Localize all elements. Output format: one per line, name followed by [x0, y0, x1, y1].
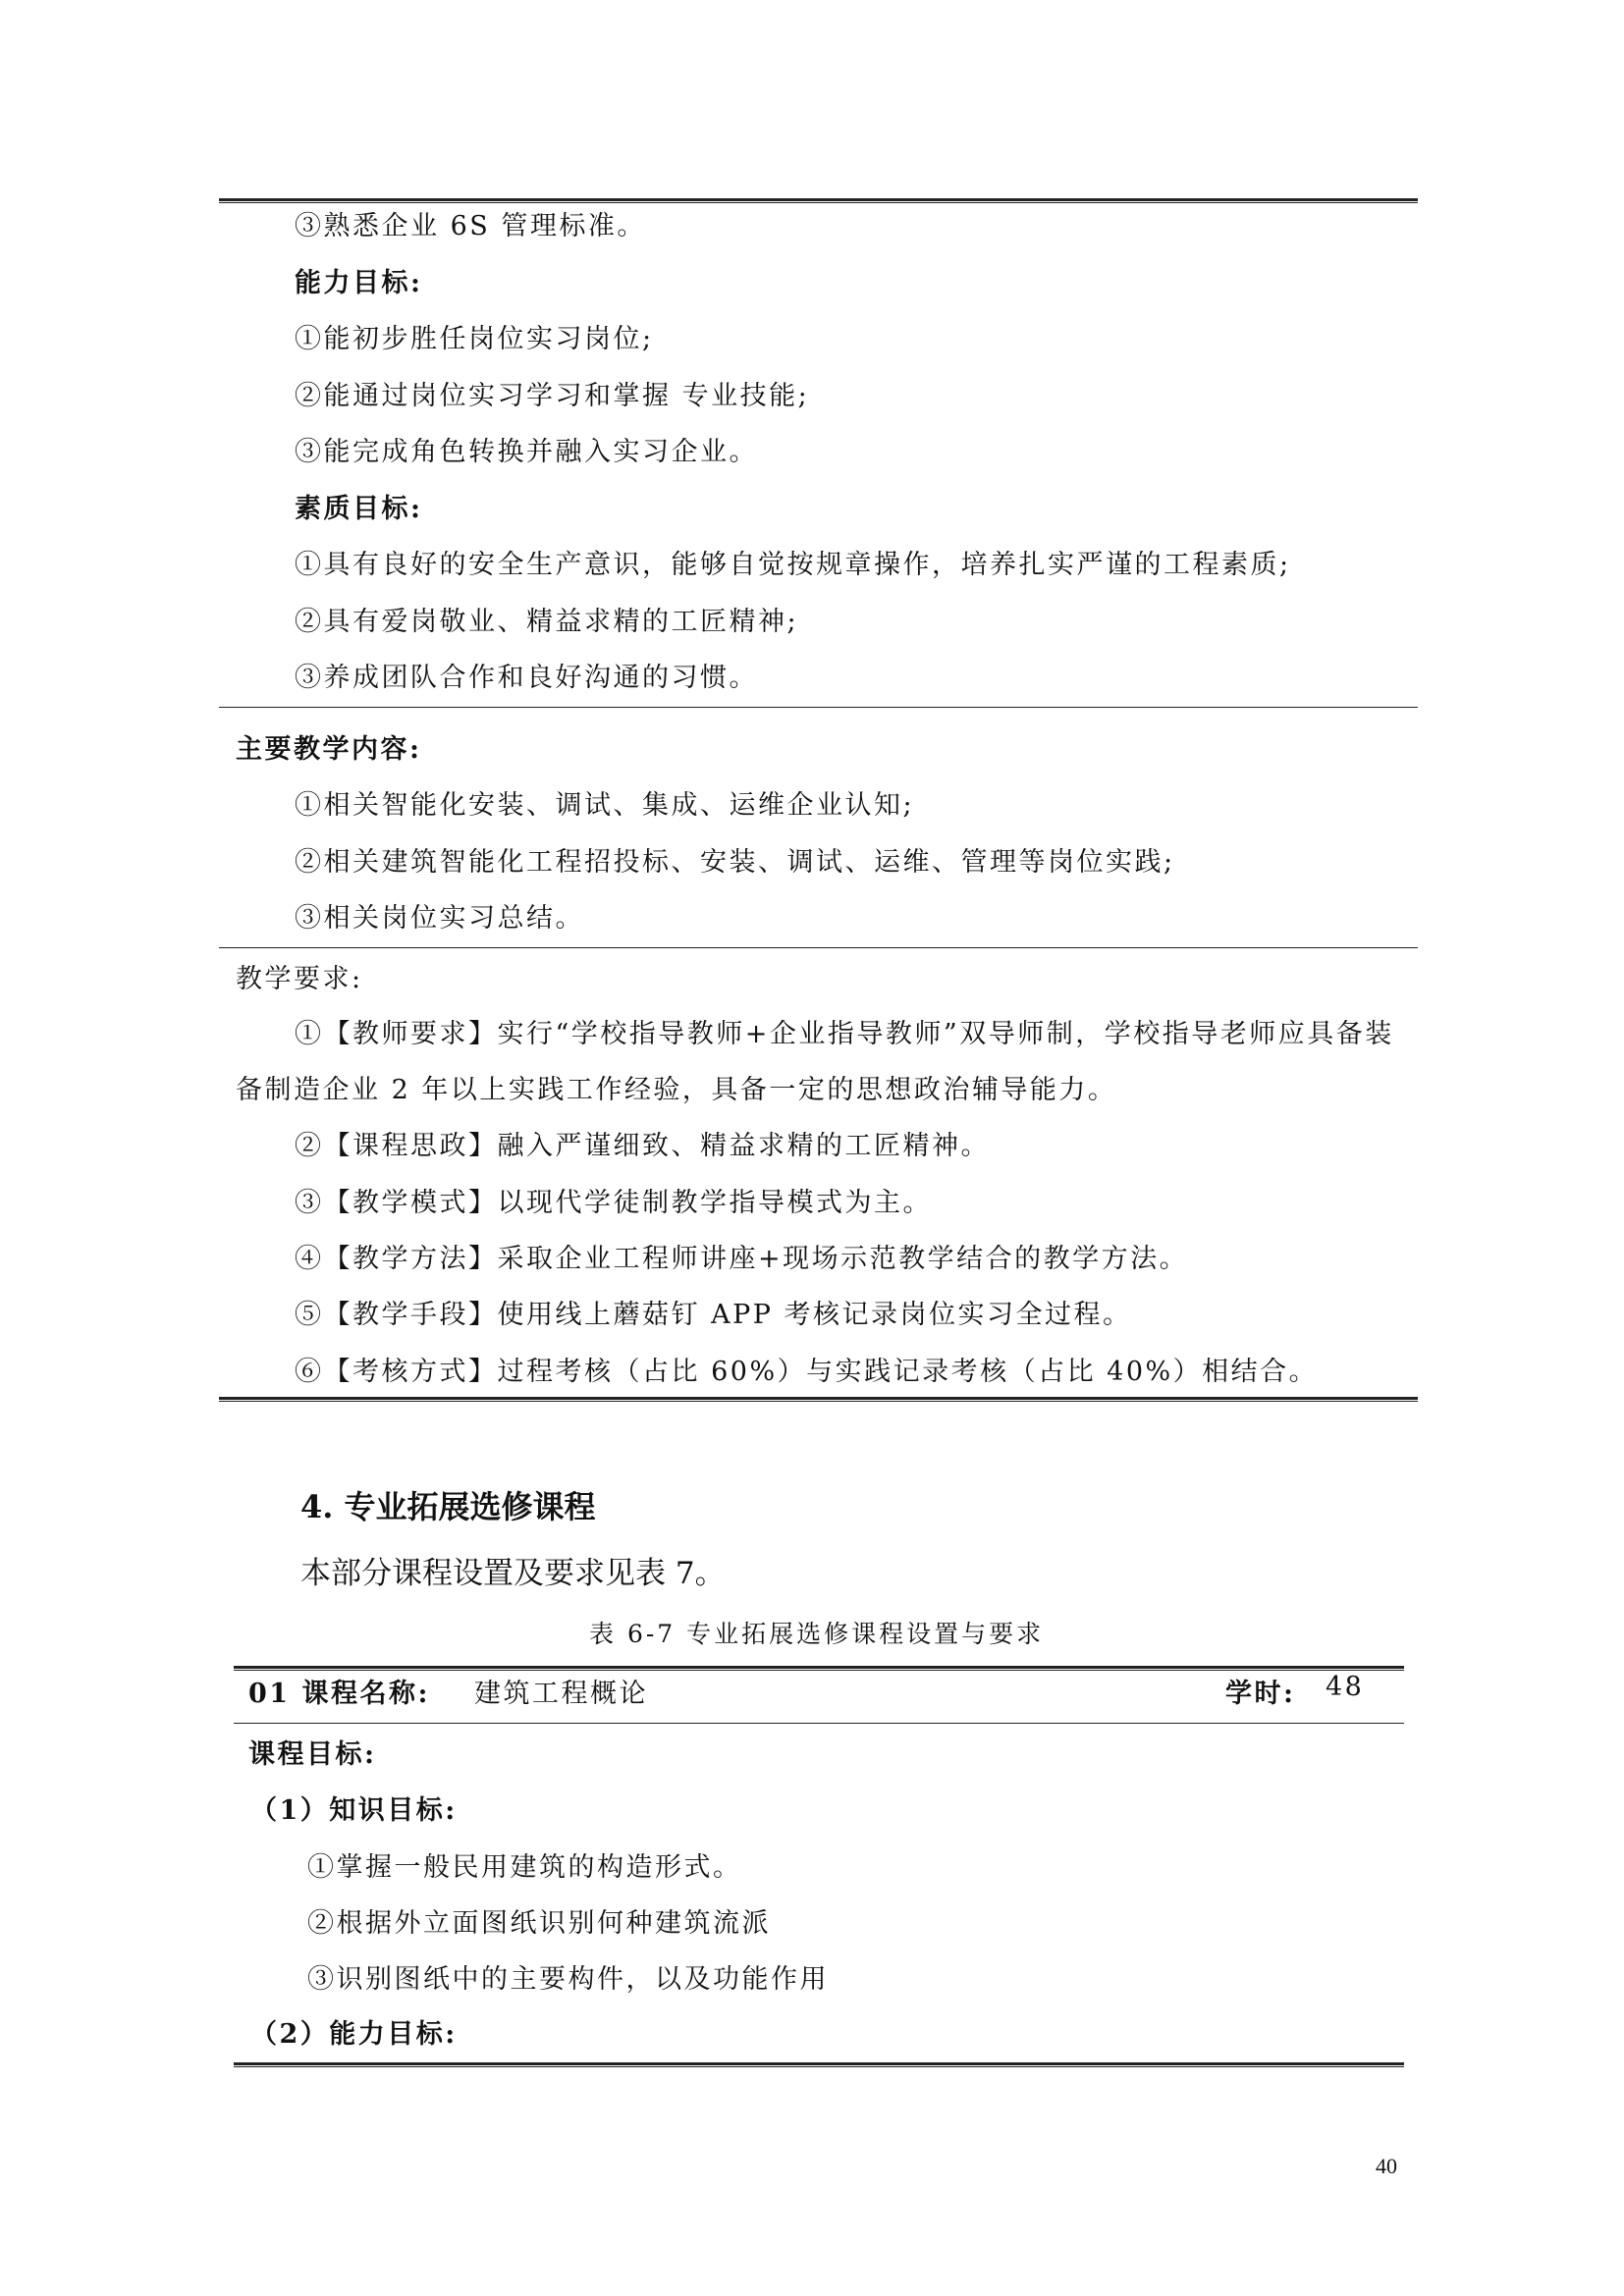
- knowledge-goal-item: ②根据外立面图纸识别何种建筑流派: [307, 1908, 771, 1939]
- teaching-requirement-item-continued: 备制造企业 2 年以上实践工作经验，具备一定的思想政治辅导能力。: [236, 1075, 1117, 1105]
- teaching-requirement-item: ③【教学模式】以现代学徒制教学指导模式为主。: [295, 1188, 932, 1218]
- knowledge-goal-item: ③熟悉企业 6S 管理标准。: [295, 211, 646, 241]
- knowledge-goals-heading: （1）知识目标:: [250, 1795, 458, 1826]
- course-name-value: 建筑工程概论: [474, 1679, 648, 1709]
- teaching-requirement-item: ⑥【考核方式】过程考核（占比 60%）与实践记录考核（占比 40%）相结合。: [295, 1357, 1319, 1387]
- ability-goals-heading: （2）能力目标:: [250, 2019, 458, 2050]
- teaching-requirement-item: ②【课程思政】融入严谨细致、精益求精的工匠精神。: [295, 1131, 990, 1161]
- quality-goal-item: ①具有良好的安全生产意识，能够自觉按规章操作，培养扎实严谨的工程素质;: [295, 550, 1291, 580]
- quality-goal-item: ②具有爱岗敬业、精益求精的工匠精神;: [295, 607, 799, 637]
- teaching-content-item: ③相关岗位实习总结。: [295, 903, 584, 934]
- teaching-requirement-item: ①【教师要求】实行“学校指导教师+企业指导教师”双导师制，学校指导老师应具备装: [295, 1019, 1394, 1049]
- teaching-requirements-heading: 教学要求:: [236, 964, 363, 994]
- table2-bottom-border: [234, 2062, 1404, 2067]
- section-intro: 本部分课程设置及要求见表 7。: [300, 1556, 726, 1591]
- teaching-requirement-item: ④【教学方法】采取企业工程师讲座+现场示范教学结合的教学方法。: [295, 1244, 1189, 1274]
- table1-row-divider: [219, 707, 1418, 708]
- credit-hours-value: 48: [1326, 1672, 1365, 1702]
- knowledge-goal-item: ③识别图纸中的主要构件，以及功能作用: [307, 1964, 829, 1995]
- table1-top-border: [219, 198, 1418, 203]
- teaching-content-heading: 主要教学内容:: [236, 734, 422, 765]
- quality-goals-heading: 素质目标:: [295, 494, 423, 524]
- table-caption: 表 6-7 专业拓展选修课程设置与要求: [589, 1620, 1045, 1648]
- teaching-content-item: ②相关建筑智能化工程招投标、安装、调试、运维、管理等岗位实践;: [295, 847, 1175, 878]
- course-name-label: 01 课程名称:: [248, 1679, 430, 1709]
- teaching-requirement-item: ⑤【教学手段】使用线上蘑菇钉 APP 考核记录岗位实习全过程。: [295, 1300, 1132, 1330]
- table1-row-divider: [219, 947, 1418, 948]
- ability-goal-item: ③能完成角色转换并融入实习企业。: [295, 437, 758, 467]
- course-goals-heading: 课程目标:: [248, 1739, 377, 1770]
- table2-top-border: [234, 1666, 1404, 1671]
- table2-row-divider: [234, 1723, 1404, 1724]
- page-number: 40: [1376, 2154, 1397, 2178]
- teaching-content-item: ①相关智能化安装、调试、集成、运维企业认知;: [295, 790, 915, 821]
- table1-bottom-border: [219, 1397, 1418, 1402]
- ability-goals-heading: 能力目标:: [295, 268, 423, 298]
- credit-hours-label: 学时:: [1225, 1679, 1296, 1709]
- knowledge-goal-item: ①掌握一般民用建筑的构造形式。: [307, 1852, 742, 1883]
- ability-goal-item: ①能初步胜任岗位实习岗位;: [295, 324, 654, 354]
- section-title: 4. 专业拓展选修课程: [300, 1488, 596, 1525]
- ability-goal-item: ②能通过岗位实习学习和掌握 专业技能;: [295, 381, 810, 411]
- quality-goal-item: ③养成团队合作和良好沟通的习惯。: [295, 663, 758, 693]
